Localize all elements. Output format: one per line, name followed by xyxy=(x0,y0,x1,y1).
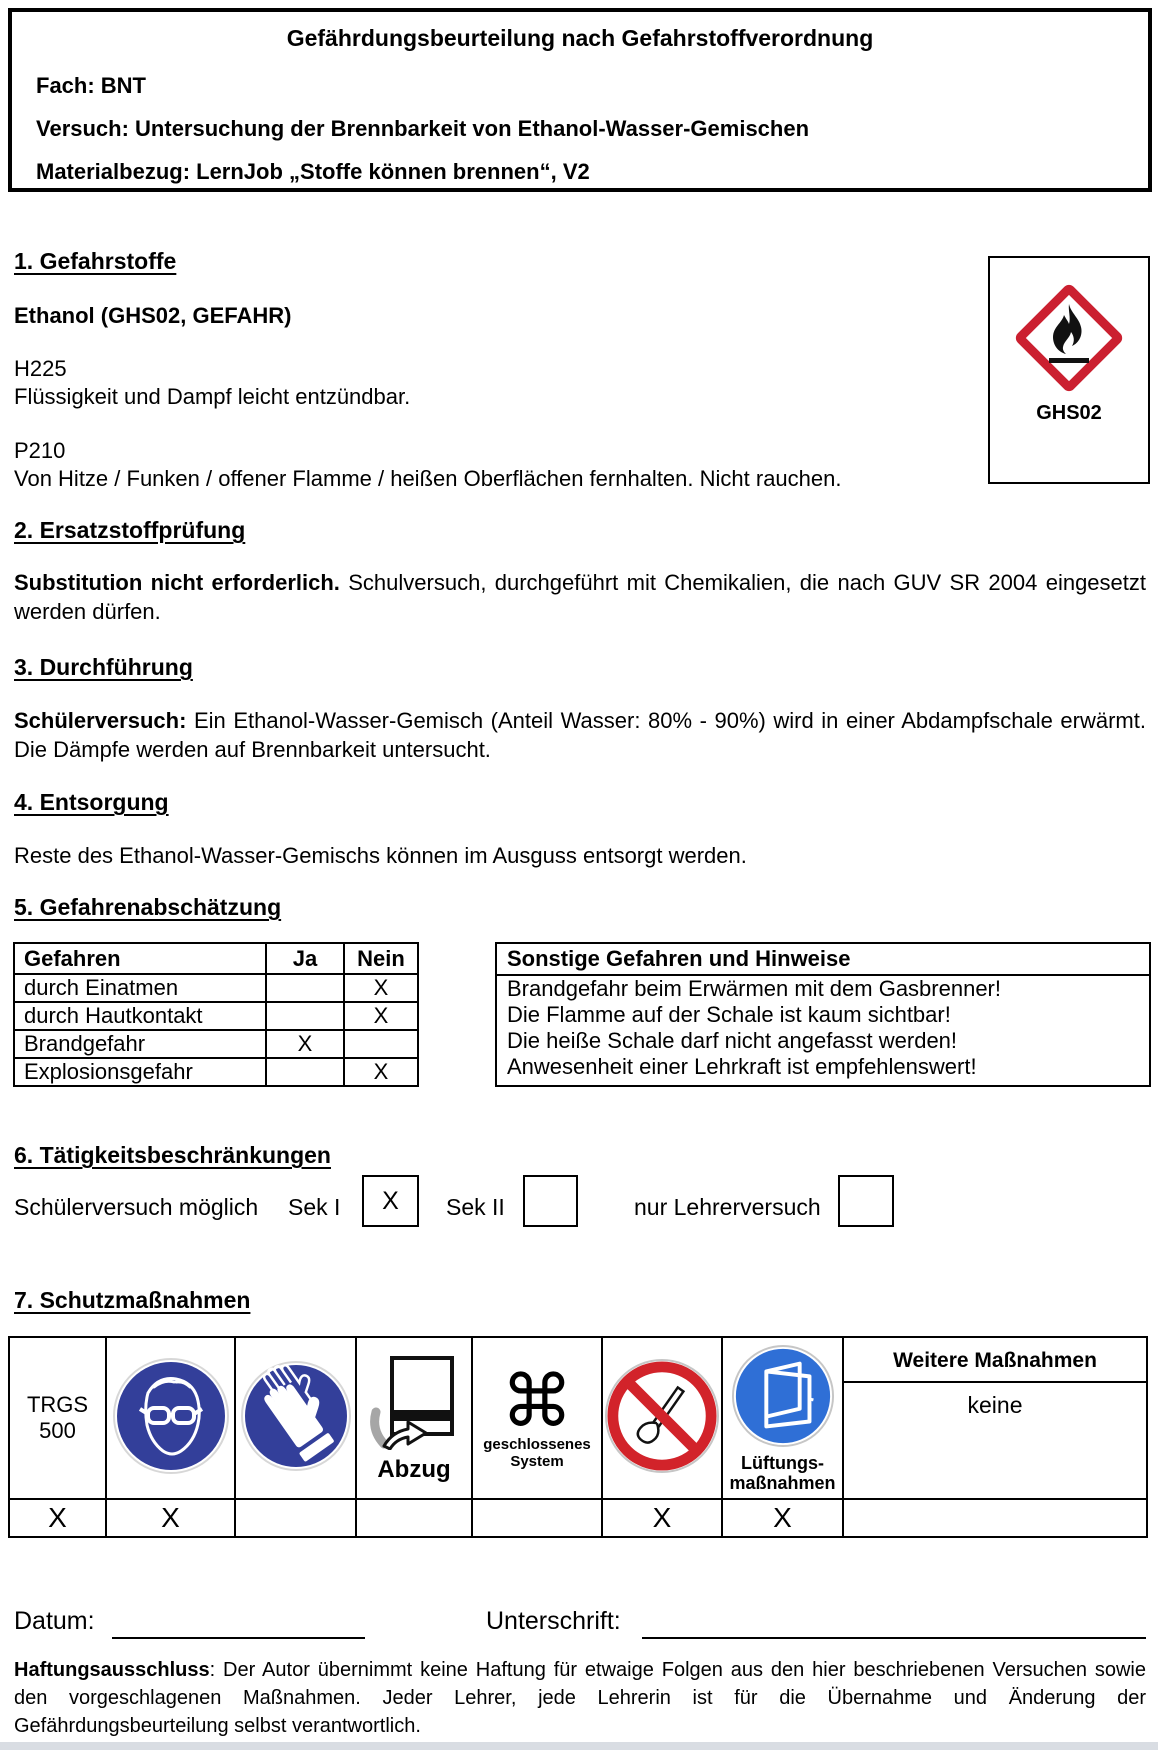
row-label: durch Einatmen xyxy=(14,974,266,1002)
ventilation-window-icon xyxy=(731,1344,835,1448)
section3-lead: Schülerversuch: xyxy=(14,708,187,733)
disclaimer-lead: Haftungsausschluss xyxy=(14,1659,210,1681)
hinweis-line: Die Flamme auf der Schale ist kaum sichtbar! xyxy=(507,1002,951,1027)
no-open-flame-icon xyxy=(604,1358,720,1474)
hinweise-table xyxy=(495,942,1151,1087)
nein-cell: X xyxy=(344,974,418,1002)
hand-protection-icon xyxy=(240,1360,352,1472)
h-statement-code: H225 xyxy=(14,356,67,381)
sek2-label: Sek II xyxy=(446,1194,505,1220)
sek1-label: Sek I xyxy=(288,1194,341,1220)
section2-lead: Substitution nicht erforderlich. xyxy=(14,570,340,595)
closed-system-cell xyxy=(472,1337,602,1499)
abzug-cell xyxy=(356,1337,472,1499)
ghs02-label: GHS02 xyxy=(1036,402,1102,424)
header-materialbezug: Materialbezug: LernJob „Stoffe können brennen“, V2 xyxy=(36,159,590,184)
closed-system-label-line1: geschlossenes xyxy=(483,1436,591,1453)
section2-text: Schulversuch, durchgeführt mit Chemikalien, die nach GUV SR 2004 eingesetzt werden dürfen. xyxy=(14,570,1146,624)
mark-cell: X xyxy=(106,1499,235,1537)
mark-cell: X xyxy=(722,1499,843,1537)
datum-field[interactable] xyxy=(112,1611,365,1639)
section4-heading: 4. Entsorgung xyxy=(14,789,169,815)
weitere-massnahmen-value: keine xyxy=(967,1392,1023,1418)
eye-protection-icon xyxy=(112,1357,230,1475)
ja-cell: X xyxy=(266,1030,344,1058)
trgs-cell xyxy=(9,1337,106,1499)
disclaimer xyxy=(14,1656,1146,1740)
hinweise-header: Sonstige Gefahren und Hinweise xyxy=(497,944,1149,976)
section3-paragraph xyxy=(14,706,1146,764)
hand-protection-cell xyxy=(235,1337,356,1499)
row-label: Brandgefahr xyxy=(14,1030,266,1058)
ja-cell xyxy=(266,1002,344,1030)
col-header-ja: Ja xyxy=(266,943,344,974)
col-header-gefahren: Gefahren xyxy=(14,943,266,974)
table-header-row xyxy=(14,943,418,974)
nein-cell: X xyxy=(344,1058,418,1086)
fume-hood-icon xyxy=(368,1354,460,1450)
ventilation-cell xyxy=(722,1337,843,1499)
weitere-massnahmen-cell xyxy=(843,1337,1147,1499)
hinweis-line: Anwesenheit einer Lehrkraft ist empfehlenswert! xyxy=(507,1054,977,1079)
hinweis-line: Brandgefahr beim Erwärmen mit dem Gasbrenner! xyxy=(507,976,1001,1001)
ventilation-label-line1: Lüftungs- xyxy=(741,1452,824,1473)
table-row xyxy=(14,1058,418,1086)
pictogram-row xyxy=(9,1337,1147,1499)
closed-system-icon: ⌘ xyxy=(501,1359,573,1443)
col-header-nein: Nein xyxy=(344,943,418,974)
abzug-label: Abzug xyxy=(377,1455,451,1483)
section2-paragraph xyxy=(14,568,1146,626)
row-label: Explosionsgefahr xyxy=(14,1058,266,1086)
section2-heading: 2. Ersatzstoffprüfung xyxy=(14,517,246,543)
section6-heading: 6. Tätigkeitsbeschränkungen xyxy=(14,1142,331,1168)
ja-cell xyxy=(266,974,344,1002)
nein-cell: X xyxy=(344,1002,418,1030)
table-row xyxy=(14,974,418,1002)
mark-cell xyxy=(356,1499,472,1537)
section5-heading: 5. Gefahrenabschätzung xyxy=(14,894,282,920)
lehrerversuch-label: nur Lehrerversuch xyxy=(634,1194,821,1220)
section3-heading: 3. Durchführung xyxy=(14,654,193,680)
nein-cell xyxy=(344,1030,418,1058)
unterschrift-label: Unterschrift: xyxy=(486,1607,621,1635)
header-versuch: Versuch: Untersuchung der Brennbarkeit von Ethanol-Wasser-Gemischen xyxy=(36,116,810,141)
section3-text: Ein Ethanol-Wasser-Gemisch (Anteil Wasser: 80% - 90%) wird in einer Abdampfschale erwärmt. Die Dämpfe werden auf Brennbarkeit untersucht. xyxy=(14,708,1146,762)
section7-heading: 7. Schutzmaßnahmen xyxy=(14,1287,251,1313)
table-row xyxy=(14,1002,418,1030)
table-row xyxy=(14,1030,418,1058)
header-fach: Fach: BNT xyxy=(36,73,146,98)
page-title: Gefährdungsbeurteilung nach Gefahrstoffverordnung xyxy=(286,25,874,51)
no-open-flame-cell xyxy=(602,1337,722,1499)
row-label: durch Hautkontakt xyxy=(14,1002,266,1030)
trgs-label-line1: TRGS xyxy=(26,1392,89,1417)
disclaimer-text: : Der Autor übernimmt keine Haftung für etwaige Folgen aus den hier beschriebenen Versuchen sowie den vorgeschlagenen Maßnahmen. Jeder Lehrer, jede Lehrerin ist für die Übernahme und Änderung der Gefährdungsbeurteilung selbst verantwortlich. xyxy=(14,1659,1146,1737)
h-statement-text: Flüssigkeit und Dampf leicht entzündbar. xyxy=(14,384,411,409)
schuelerversuch-label: Schülerversuch möglich xyxy=(14,1194,259,1220)
bottom-page-edge xyxy=(0,1742,1158,1750)
mark-cell xyxy=(843,1499,1147,1537)
closed-system-label-line2: System xyxy=(510,1453,564,1470)
ventilation-label-line2: maßnahmen xyxy=(729,1472,836,1493)
mark-row xyxy=(9,1499,1147,1537)
unterschrift-field[interactable] xyxy=(642,1611,1146,1639)
trgs-label-line2: 500 xyxy=(39,1418,76,1443)
eye-protection-cell xyxy=(106,1337,235,1499)
ghs02-flame-icon xyxy=(1005,274,1133,402)
section4-text: Reste des Ethanol-Wasser-Gemischs können im Ausguss entsorgt werden. xyxy=(14,843,747,868)
section1-heading: 1. Gefahrstoffe xyxy=(14,248,177,274)
ja-cell xyxy=(266,1058,344,1086)
weitere-massnahmen-header: Weitere Maßnahmen xyxy=(844,1338,1146,1383)
p-statement-text: Von Hitze / Funken / offener Flamme / heißen Oberflächen fernhalten. Nicht rauchen. xyxy=(14,466,842,491)
substance-name: Ethanol (GHS02, GEFAHR) xyxy=(14,303,292,328)
mark-cell: X xyxy=(9,1499,106,1537)
schutzmassnahmen-table xyxy=(8,1336,1148,1538)
p-statement-code: P210 xyxy=(14,438,66,463)
gefahren-table xyxy=(13,942,419,1087)
hinweis-line: Die heiße Schale darf nicht angefasst werden! xyxy=(507,1028,958,1053)
mark-cell xyxy=(235,1499,356,1537)
ghs02-pictogram-box xyxy=(988,256,1150,484)
sek2-checkbox[interactable] xyxy=(523,1175,578,1227)
mark-cell: X xyxy=(602,1499,722,1537)
mark-cell xyxy=(472,1499,602,1537)
lehrerversuch-checkbox[interactable] xyxy=(838,1175,894,1227)
document-header xyxy=(8,8,1152,192)
sek1-checkbox[interactable]: X xyxy=(362,1175,419,1227)
datum-label: Datum: xyxy=(14,1607,95,1635)
